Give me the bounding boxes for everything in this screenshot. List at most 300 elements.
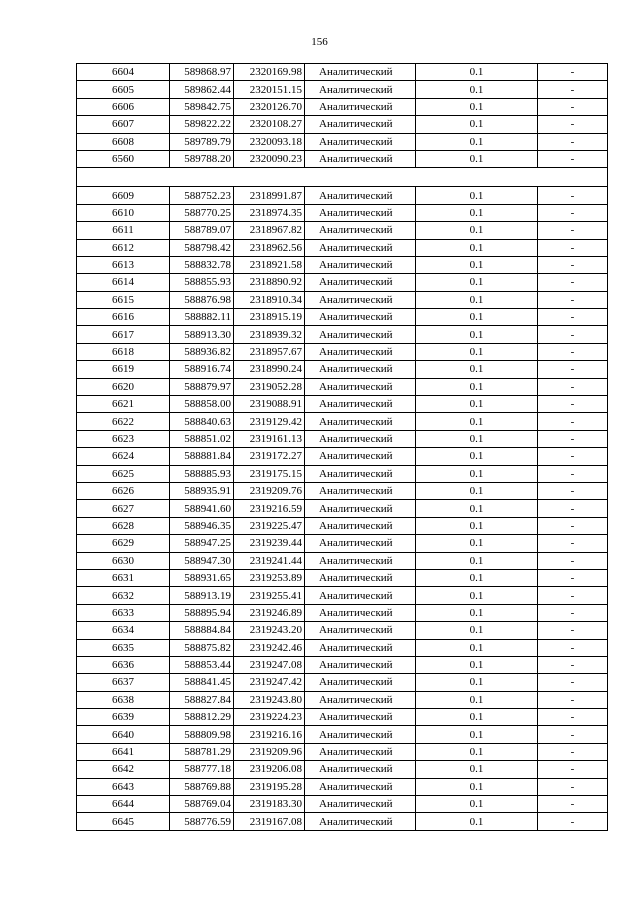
accuracy-cell: 0.1 [416,274,538,291]
table-row [77,291,608,308]
method-cell: Аналитический [305,691,416,708]
accuracy-cell: 0.1 [416,378,538,395]
x-coordinate-cell: 588841.45 [170,674,234,691]
point-number-cell: 6626 [77,482,170,499]
y-coordinate-cell: 2319216.16 [234,726,305,743]
point-number-cell: 6617 [77,326,170,343]
table-row [77,187,608,204]
coordinates-table-body [77,64,608,831]
point-number-cell: 6641 [77,743,170,760]
point-number-cell: 6628 [77,517,170,534]
table-row [77,430,608,447]
x-coordinate-cell: 588885.93 [170,465,234,482]
x-coordinate-cell: 589868.97 [170,64,234,81]
y-coordinate-cell: 2319246.89 [234,604,305,621]
x-coordinate-cell: 588884.84 [170,622,234,639]
coordinates-table [76,63,608,831]
method-cell: Аналитический [305,222,416,239]
x-coordinate-cell: 588770.25 [170,204,234,221]
point-number-cell: 6632 [77,587,170,604]
note-cell: - [538,691,608,708]
note-cell: - [538,622,608,639]
accuracy-cell: 0.1 [416,343,538,360]
separator-cell [170,168,234,187]
y-coordinate-cell: 2319209.96 [234,743,305,760]
note-cell: - [538,413,608,430]
x-coordinate-cell: 588947.30 [170,552,234,569]
note-cell: - [538,517,608,534]
method-cell: Аналитический [305,465,416,482]
x-coordinate-cell: 588941.60 [170,500,234,517]
y-coordinate-cell: 2319088.91 [234,396,305,413]
table-row [77,517,608,534]
point-number-cell: 6625 [77,465,170,482]
method-cell: Аналитический [305,743,416,760]
method-cell: Аналитический [305,430,416,447]
y-coordinate-cell: 2319241.44 [234,552,305,569]
accuracy-cell: 0.1 [416,64,538,81]
x-coordinate-cell: 588812.29 [170,709,234,726]
point-number-cell: 6621 [77,396,170,413]
note-cell: - [538,604,608,621]
note-cell: - [538,552,608,569]
point-number-cell: 6643 [77,778,170,795]
method-cell: Аналитический [305,552,416,569]
note-cell: - [538,133,608,150]
x-coordinate-cell: 588931.65 [170,569,234,586]
accuracy-cell: 0.1 [416,743,538,760]
table-row [77,761,608,778]
accuracy-cell: 0.1 [416,587,538,604]
x-coordinate-cell: 588876.98 [170,291,234,308]
table-row [77,622,608,639]
accuracy-cell: 0.1 [416,674,538,691]
point-number-cell: 6629 [77,535,170,552]
method-cell: Аналитический [305,535,416,552]
table-row [77,133,608,150]
accuracy-cell: 0.1 [416,535,538,552]
method-cell: Аналитический [305,448,416,465]
method-cell: Аналитический [305,709,416,726]
note-cell: - [538,674,608,691]
point-number-cell: 6633 [77,604,170,621]
point-number-cell: 6624 [77,448,170,465]
y-coordinate-cell: 2319243.20 [234,622,305,639]
x-coordinate-cell: 588858.00 [170,396,234,413]
method-cell: Аналитический [305,500,416,517]
y-coordinate-cell: 2319183.30 [234,796,305,813]
method-cell: Аналитический [305,656,416,673]
point-number-cell: 6631 [77,569,170,586]
x-coordinate-cell: 588879.97 [170,378,234,395]
accuracy-cell: 0.1 [416,726,538,743]
accuracy-cell: 0.1 [416,98,538,115]
y-coordinate-cell: 2318991.87 [234,187,305,204]
table-row [77,639,608,656]
point-number-cell: 6635 [77,639,170,656]
x-coordinate-cell: 589788.20 [170,150,234,167]
x-coordinate-cell: 588882.11 [170,309,234,326]
point-number-cell: 6637 [77,674,170,691]
note-cell: - [538,291,608,308]
accuracy-cell: 0.1 [416,604,538,621]
accuracy-cell: 0.1 [416,396,538,413]
method-cell: Аналитический [305,291,416,308]
accuracy-cell: 0.1 [416,656,538,673]
x-coordinate-cell: 588832.78 [170,256,234,273]
y-coordinate-cell: 2319243.80 [234,691,305,708]
accuracy-cell: 0.1 [416,465,538,482]
method-cell: Аналитический [305,98,416,115]
method-cell: Аналитический [305,674,416,691]
table-row [77,256,608,273]
point-number-cell: 6639 [77,709,170,726]
table-row [77,482,608,499]
note-cell: - [538,639,608,656]
table-row [77,813,608,830]
accuracy-cell: 0.1 [416,796,538,813]
accuracy-cell: 0.1 [416,569,538,586]
table-row [77,150,608,167]
method-cell: Аналитический [305,413,416,430]
table-row [77,743,608,760]
table-row [77,726,608,743]
method-cell: Аналитический [305,64,416,81]
x-coordinate-cell: 588855.93 [170,274,234,291]
x-coordinate-cell: 588769.04 [170,796,234,813]
x-coordinate-cell: 588875.82 [170,639,234,656]
accuracy-cell: 0.1 [416,291,538,308]
accuracy-cell: 0.1 [416,413,538,430]
accuracy-cell: 0.1 [416,517,538,534]
note-cell: - [538,482,608,499]
x-coordinate-cell: 588916.74 [170,361,234,378]
accuracy-cell: 0.1 [416,361,538,378]
method-cell: Аналитический [305,587,416,604]
method-cell: Аналитический [305,813,416,830]
y-coordinate-cell: 2319175.15 [234,465,305,482]
accuracy-cell: 0.1 [416,150,538,167]
table-row [77,98,608,115]
y-coordinate-cell: 2319172.27 [234,448,305,465]
accuracy-cell: 0.1 [416,778,538,795]
x-coordinate-cell: 588946.35 [170,517,234,534]
point-number-cell: 6610 [77,204,170,221]
table-row [77,81,608,98]
method-cell: Аналитический [305,517,416,534]
note-cell: - [538,150,608,167]
y-coordinate-cell: 2319161.13 [234,430,305,447]
y-coordinate-cell: 2318939.32 [234,326,305,343]
point-number-cell: 6622 [77,413,170,430]
x-coordinate-cell: 588777.18 [170,761,234,778]
accuracy-cell: 0.1 [416,187,538,204]
point-number-cell: 6613 [77,256,170,273]
note-cell: - [538,378,608,395]
table-row [77,656,608,673]
table-row [77,116,608,133]
point-number-cell: 6619 [77,361,170,378]
separator-cell [234,168,305,187]
point-number-cell: 6614 [77,274,170,291]
x-coordinate-cell: 589842.75 [170,98,234,115]
note-cell: - [538,535,608,552]
accuracy-cell: 0.1 [416,552,538,569]
point-number-cell: 6644 [77,796,170,813]
y-coordinate-cell: 2319224.23 [234,709,305,726]
y-coordinate-cell: 2319167.08 [234,813,305,830]
x-coordinate-cell: 588913.30 [170,326,234,343]
table-row [77,309,608,326]
y-coordinate-cell: 2319209.76 [234,482,305,499]
table-row [77,274,608,291]
point-number-cell: 6609 [77,187,170,204]
table-row [77,413,608,430]
note-cell: - [538,656,608,673]
y-coordinate-cell: 2318957.67 [234,343,305,360]
note-cell: - [538,761,608,778]
point-number-cell: 6612 [77,239,170,256]
point-number-cell: 6630 [77,552,170,569]
method-cell: Аналитический [305,639,416,656]
note-cell: - [538,465,608,482]
method-cell: Аналитический [305,378,416,395]
method-cell: Аналитический [305,343,416,360]
note-cell: - [538,709,608,726]
method-cell: Аналитический [305,569,416,586]
point-number-cell: 6623 [77,430,170,447]
y-coordinate-cell: 2320151.15 [234,81,305,98]
note-cell: - [538,204,608,221]
x-coordinate-cell: 588809.98 [170,726,234,743]
x-coordinate-cell: 588936.82 [170,343,234,360]
accuracy-cell: 0.1 [416,81,538,98]
note-cell: - [538,274,608,291]
y-coordinate-cell: 2319242.46 [234,639,305,656]
y-coordinate-cell: 2319216.59 [234,500,305,517]
table-row [77,343,608,360]
point-number-cell: 6620 [77,378,170,395]
method-cell: Аналитический [305,116,416,133]
point-number-cell: 6642 [77,761,170,778]
x-coordinate-cell: 588851.02 [170,430,234,447]
group-separator-row [77,168,608,187]
point-number-cell: 6627 [77,500,170,517]
method-cell: Аналитический [305,187,416,204]
method-cell: Аналитический [305,326,416,343]
accuracy-cell: 0.1 [416,761,538,778]
table-row [77,64,608,81]
note-cell: - [538,239,608,256]
separator-cell [77,168,170,187]
y-coordinate-cell: 2318910.34 [234,291,305,308]
table-row [77,569,608,586]
note-cell: - [538,430,608,447]
method-cell: Аналитический [305,256,416,273]
note-cell: - [538,448,608,465]
y-coordinate-cell: 2320090.23 [234,150,305,167]
method-cell: Аналитический [305,761,416,778]
accuracy-cell: 0.1 [416,639,538,656]
note-cell: - [538,813,608,830]
point-number-cell: 6560 [77,150,170,167]
x-coordinate-cell: 588840.63 [170,413,234,430]
separator-cell [416,168,538,187]
x-coordinate-cell: 588827.84 [170,691,234,708]
note-cell: - [538,796,608,813]
accuracy-cell: 0.1 [416,691,538,708]
table-row [77,204,608,221]
y-coordinate-cell: 2318974.35 [234,204,305,221]
table-row [77,239,608,256]
x-coordinate-cell: 589822.22 [170,116,234,133]
method-cell: Аналитический [305,81,416,98]
point-number-cell: 6607 [77,116,170,133]
method-cell: Аналитический [305,604,416,621]
method-cell: Аналитический [305,726,416,743]
page-number: 156 [311,36,328,48]
y-coordinate-cell: 2319206.08 [234,761,305,778]
y-coordinate-cell: 2319253.89 [234,569,305,586]
x-coordinate-cell: 588752.23 [170,187,234,204]
accuracy-cell: 0.1 [416,430,538,447]
accuracy-cell: 0.1 [416,500,538,517]
x-coordinate-cell: 588776.59 [170,813,234,830]
x-coordinate-cell: 588853.44 [170,656,234,673]
y-coordinate-cell: 2318962.56 [234,239,305,256]
point-number-cell: 6638 [77,691,170,708]
accuracy-cell: 0.1 [416,622,538,639]
note-cell: - [538,726,608,743]
method-cell: Аналитический [305,361,416,378]
note-cell: - [538,187,608,204]
separator-cell [305,168,416,187]
x-coordinate-cell: 588798.42 [170,239,234,256]
y-coordinate-cell: 2320093.18 [234,133,305,150]
point-number-cell: 6611 [77,222,170,239]
note-cell: - [538,343,608,360]
table-row [77,535,608,552]
accuracy-cell: 0.1 [416,116,538,133]
y-coordinate-cell: 2320108.27 [234,116,305,133]
table-row [77,796,608,813]
point-number-cell: 6645 [77,813,170,830]
table-row [77,448,608,465]
point-number-cell: 6640 [77,726,170,743]
x-coordinate-cell: 589789.79 [170,133,234,150]
note-cell: - [538,396,608,413]
note-cell: - [538,778,608,795]
y-coordinate-cell: 2319052.28 [234,378,305,395]
x-coordinate-cell: 589862.44 [170,81,234,98]
table-row [77,587,608,604]
accuracy-cell: 0.1 [416,482,538,499]
y-coordinate-cell: 2319195.28 [234,778,305,795]
note-cell: - [538,98,608,115]
table-row [77,465,608,482]
y-coordinate-cell: 2318967.82 [234,222,305,239]
method-cell: Аналитический [305,396,416,413]
table-row [77,361,608,378]
method-cell: Аналитический [305,622,416,639]
table-row [77,604,608,621]
note-cell: - [538,743,608,760]
x-coordinate-cell: 588935.91 [170,482,234,499]
table-row [77,378,608,395]
point-number-cell: 6608 [77,133,170,150]
y-coordinate-cell: 2318890.92 [234,274,305,291]
y-coordinate-cell: 2319239.44 [234,535,305,552]
point-number-cell: 6634 [77,622,170,639]
method-cell: Аналитический [305,133,416,150]
y-coordinate-cell: 2318921.58 [234,256,305,273]
point-number-cell: 6605 [77,81,170,98]
table-row [77,674,608,691]
table-row [77,552,608,569]
accuracy-cell: 0.1 [416,204,538,221]
y-coordinate-cell: 2320169.98 [234,64,305,81]
accuracy-cell: 0.1 [416,448,538,465]
method-cell: Аналитический [305,150,416,167]
table-row [77,396,608,413]
y-coordinate-cell: 2319247.42 [234,674,305,691]
accuracy-cell: 0.1 [416,239,538,256]
note-cell: - [538,500,608,517]
method-cell: Аналитический [305,274,416,291]
table-row [77,222,608,239]
y-coordinate-cell: 2319225.47 [234,517,305,534]
separator-cell [538,168,608,187]
x-coordinate-cell: 588913.19 [170,587,234,604]
x-coordinate-cell: 588781.29 [170,743,234,760]
table-row [77,500,608,517]
method-cell: Аналитический [305,239,416,256]
note-cell: - [538,81,608,98]
accuracy-cell: 0.1 [416,309,538,326]
accuracy-cell: 0.1 [416,813,538,830]
x-coordinate-cell: 588947.25 [170,535,234,552]
table-row [77,691,608,708]
method-cell: Аналитический [305,204,416,221]
note-cell: - [538,309,608,326]
note-cell: - [538,326,608,343]
note-cell: - [538,116,608,133]
x-coordinate-cell: 588769.88 [170,778,234,795]
table-row [77,778,608,795]
point-number-cell: 6618 [77,343,170,360]
y-coordinate-cell: 2319247.08 [234,656,305,673]
accuracy-cell: 0.1 [416,133,538,150]
x-coordinate-cell: 588789.07 [170,222,234,239]
method-cell: Аналитический [305,796,416,813]
point-number-cell: 6615 [77,291,170,308]
y-coordinate-cell: 2319129.42 [234,413,305,430]
note-cell: - [538,64,608,81]
y-coordinate-cell: 2320126.70 [234,98,305,115]
accuracy-cell: 0.1 [416,256,538,273]
point-number-cell: 6604 [77,64,170,81]
note-cell: - [538,222,608,239]
accuracy-cell: 0.1 [416,222,538,239]
accuracy-cell: 0.1 [416,326,538,343]
note-cell: - [538,256,608,273]
method-cell: Аналитический [305,482,416,499]
point-number-cell: 6636 [77,656,170,673]
table-row [77,326,608,343]
y-coordinate-cell: 2319255.41 [234,587,305,604]
method-cell: Аналитический [305,778,416,795]
note-cell: - [538,361,608,378]
